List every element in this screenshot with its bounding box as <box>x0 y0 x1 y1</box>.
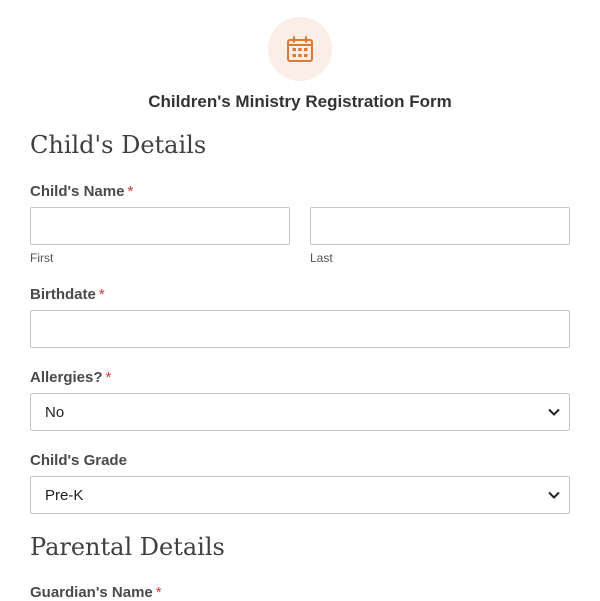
childs-grade-label <box>30 452 127 469</box>
required-marker: * <box>155 584 162 601</box>
first-sublabel: First <box>30 251 54 265</box>
childs-name-label-text: Child's Name <box>30 183 125 200</box>
required-marker: * <box>105 369 112 386</box>
chevron-down-icon <box>547 405 561 419</box>
childs-name-label <box>30 183 133 200</box>
child-first-name-input[interactable] <box>30 207 290 245</box>
birthdate-label <box>30 286 105 303</box>
required-marker: * <box>127 183 134 200</box>
allergies-select-value: No <box>45 403 65 421</box>
allergies-label-text: Allergies? <box>30 369 103 386</box>
last-sublabel: Last <box>310 251 333 265</box>
guardians-name-label-text: Guardian's Name <box>30 584 153 601</box>
required-marker: * <box>98 286 105 303</box>
allergies-select[interactable] <box>30 393 570 431</box>
chevron-down-icon <box>547 488 561 502</box>
childs-grade-label-text: Child's Grade <box>30 452 127 469</box>
child-last-name-input[interactable] <box>310 207 570 245</box>
childs-grade-select-value: Pre-K <box>45 486 84 504</box>
section-title-parental-details: Parental Details <box>30 533 225 561</box>
form-header-icon <box>268 17 332 81</box>
form-title: Children's Ministry Registration Form <box>148 92 452 111</box>
childs-grade-select[interactable] <box>30 476 570 514</box>
birthdate-label-text: Birthdate <box>30 286 96 303</box>
guardians-name-label <box>30 584 162 601</box>
section-title-child-details: Child's Details <box>30 131 207 159</box>
calendar-icon <box>286 35 314 63</box>
allergies-label <box>30 369 111 386</box>
birthdate-input[interactable] <box>30 310 570 348</box>
